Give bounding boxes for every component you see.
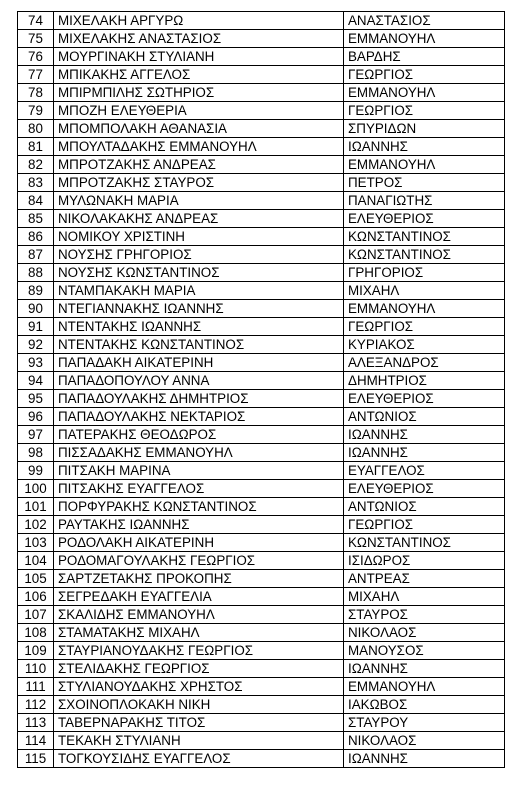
full-name-cell: ΠΑΤΕΡΑΚΗΣ ΘΕΟΔΩΡΟΣ <box>54 426 344 444</box>
table-row <box>18 246 505 264</box>
father-name-cell: ΓΕΩΡΓΙΟΣ <box>344 516 505 534</box>
table-row <box>18 30 505 48</box>
row-number-cell: 81 <box>18 138 54 156</box>
table-row <box>18 354 505 372</box>
table-row <box>18 84 505 102</box>
full-name-cell: ΣΤΥΛΙΑΝΟΥΔΑΚΗΣ ΧΡΗΣΤΟΣ <box>54 678 344 696</box>
full-name-cell: ΝΟΥΣΗΣ ΓΡΗΓΟΡΙΟΣ <box>54 246 344 264</box>
father-name-cell: ΓΕΩΡΓΙΟΣ <box>344 66 505 84</box>
table-body <box>18 12 505 768</box>
row-number-cell: 79 <box>18 102 54 120</box>
father-name-cell: ΜΙΧΑΗΛ <box>344 588 505 606</box>
full-name-cell: ΜΙΧΕΛΑΚΗ ΑΡΓΥΡΩ <box>54 12 344 30</box>
father-name-cell: ΓΡΗΓΟΡΙΟΣ <box>344 264 505 282</box>
table-row <box>18 12 505 30</box>
table-row <box>18 102 505 120</box>
father-name-cell: ΣΠΥΡΙΔΩΝ <box>344 120 505 138</box>
full-name-cell: ΣΤΑΥΡΙΑΝΟΥΔΑΚΗΣ ΓΕΩΡΓΙΟΣ <box>54 642 344 660</box>
row-number-cell: 115 <box>18 750 54 768</box>
father-name-cell: ΣΤΑΥΡΟΥ <box>344 714 505 732</box>
full-name-cell: ΜΠΟΖΗ ΕΛΕΥΘΕΡΙΑ <box>54 102 344 120</box>
table-row <box>18 714 505 732</box>
table-row <box>18 210 505 228</box>
full-name-cell: ΝΤΕΝΤΑΚΗΣ ΚΩΝΣΤΑΝΤΙΝΟΣ <box>54 336 344 354</box>
full-name-cell: ΤΕΚΑΚΗ ΣΤΥΛΙΑΝΗ <box>54 732 344 750</box>
full-name-cell: ΣΚΑΛΙΔΗΣ ΕΜΜΑΝΟΥΗΛ <box>54 606 344 624</box>
table-row <box>18 282 505 300</box>
table-row <box>18 138 505 156</box>
row-number-cell: 89 <box>18 282 54 300</box>
row-number-cell: 109 <box>18 642 54 660</box>
father-name-cell: ΕΜΜΑΝΟΥΗΛ <box>344 300 505 318</box>
full-name-cell: ΝΟΥΣΗΣ ΚΩΝΣΤΑΝΤΙΝΟΣ <box>54 264 344 282</box>
row-number-cell: 110 <box>18 660 54 678</box>
row-number-cell: 91 <box>18 318 54 336</box>
table-row <box>18 696 505 714</box>
table-row <box>18 462 505 480</box>
father-name-cell: ΕΜΜΑΝΟΥΗΛ <box>344 678 505 696</box>
full-name-cell: ΝΤΕΝΤΑΚΗΣ ΙΩΑΝΝΗΣ <box>54 318 344 336</box>
table-row <box>18 498 505 516</box>
row-number-cell: 75 <box>18 30 54 48</box>
row-number-cell: 99 <box>18 462 54 480</box>
row-number-cell: 85 <box>18 210 54 228</box>
father-name-cell: ΙΩΑΝΝΗΣ <box>344 426 505 444</box>
row-number-cell: 97 <box>18 426 54 444</box>
row-number-cell: 105 <box>18 570 54 588</box>
row-number-cell: 101 <box>18 498 54 516</box>
table-row <box>18 642 505 660</box>
row-number-cell: 93 <box>18 354 54 372</box>
full-name-cell: ΜΠΟΜΠΟΛΑΚΗ ΑΘΑΝΑΣΙΑ <box>54 120 344 138</box>
father-name-cell: ΠΕΤΡΟΣ <box>344 174 505 192</box>
father-name-cell: ΑΝΤΩΝΙΟΣ <box>344 498 505 516</box>
row-number-cell: 107 <box>18 606 54 624</box>
table-row <box>18 66 505 84</box>
table-row <box>18 300 505 318</box>
full-name-cell: ΝΙΚΟΛΑΚΑΚΗΣ ΑΝΔΡΕΑΣ <box>54 210 344 228</box>
full-name-cell: ΡΟΔΟΛΑΚΗ ΑΙΚΑΤΕΡΙΝΗ <box>54 534 344 552</box>
table-row <box>18 426 505 444</box>
father-name-cell: ΑΝΤΩΝΙΟΣ <box>344 408 505 426</box>
row-number-cell: 74 <box>18 12 54 30</box>
father-name-cell: ΝΙΚΟΛΑΟΣ <box>344 624 505 642</box>
row-number-cell: 86 <box>18 228 54 246</box>
father-name-cell: ΕΜΜΑΝΟΥΗΛ <box>344 156 505 174</box>
table-row <box>18 534 505 552</box>
table-row <box>18 678 505 696</box>
row-number-cell: 113 <box>18 714 54 732</box>
full-name-cell: ΣΤΕΛΙΔΑΚΗΣ ΓΕΩΡΓΙΟΣ <box>54 660 344 678</box>
full-name-cell: ΤΟΓΚΟΥΣΙΔΗΣ ΕΥΑΓΓΕΛΟΣ <box>54 750 344 768</box>
father-name-cell: ΕΜΜΑΝΟΥΗΛ <box>344 30 505 48</box>
father-name-cell: ΔΗΜΗΤΡΙΟΣ <box>344 372 505 390</box>
row-number-cell: 103 <box>18 534 54 552</box>
father-name-cell: ΙΣΙΔΩΡΟΣ <box>344 552 505 570</box>
table-row <box>18 588 505 606</box>
table-row <box>18 48 505 66</box>
father-name-cell: ΕΛΕΥΘΕΡΙΟΣ <box>344 390 505 408</box>
table-row <box>18 516 505 534</box>
full-name-cell: ΜΠΡΟΤΖΑΚΗΣ ΑΝΔΡΕΑΣ <box>54 156 344 174</box>
row-number-cell: 88 <box>18 264 54 282</box>
row-number-cell: 90 <box>18 300 54 318</box>
table-row <box>18 606 505 624</box>
full-name-cell: ΜΠΡΟΤΖΑΚΗΣ ΣΤΑΥΡΟΣ <box>54 174 344 192</box>
row-number-cell: 84 <box>18 192 54 210</box>
table-row <box>18 318 505 336</box>
table-row <box>18 264 505 282</box>
full-name-cell: ΠΙΤΣΑΚΗΣ ΕΥΑΓΓΕΛΟΣ <box>54 480 344 498</box>
table-row <box>18 390 505 408</box>
father-name-cell: ΙΩΑΝΝΗΣ <box>344 444 505 462</box>
table-row <box>18 660 505 678</box>
row-number-cell: 94 <box>18 372 54 390</box>
row-number-cell: 87 <box>18 246 54 264</box>
father-name-cell: ΠΑΝΑΓΙΩΤΗΣ <box>344 192 505 210</box>
father-name-cell: ΙΩΑΝΝΗΣ <box>344 750 505 768</box>
row-number-cell: 82 <box>18 156 54 174</box>
father-name-cell: ΜΙΧΑΗΛ <box>344 282 505 300</box>
row-number-cell: 106 <box>18 588 54 606</box>
father-name-cell: ΙΩΑΝΝΗΣ <box>344 660 505 678</box>
table-row <box>18 570 505 588</box>
table-row <box>18 336 505 354</box>
row-number-cell: 98 <box>18 444 54 462</box>
table-row <box>18 372 505 390</box>
full-name-cell: ΡΑΥΤΑΚΗΣ ΙΩΑΝΝΗΣ <box>54 516 344 534</box>
table-row <box>18 192 505 210</box>
full-name-cell: ΤΑΒΕΡΝΑΡΑΚΗΣ ΤΙΤΟΣ <box>54 714 344 732</box>
full-name-cell: ΜΥΛΩΝΑΚΗ ΜΑΡΙΑ <box>54 192 344 210</box>
row-number-cell: 104 <box>18 552 54 570</box>
full-name-cell: ΠΑΠΑΔΟΠΟΥΛΟΥ ΑΝΝΑ <box>54 372 344 390</box>
table-row <box>18 552 505 570</box>
row-number-cell: 95 <box>18 390 54 408</box>
row-number-cell: 78 <box>18 84 54 102</box>
full-name-cell: ΡΟΔΟΜΑΓΟΥΛΑΚΗΣ ΓΕΩΡΓΙΟΣ <box>54 552 344 570</box>
full-name-cell: ΝΟΜΙΚΟΥ ΧΡΙΣΤΙΝΗ <box>54 228 344 246</box>
table-row <box>18 480 505 498</box>
full-name-cell: ΠΙΣΣΑΔΑΚΗΣ ΕΜΜΑΝΟΥΗΛ <box>54 444 344 462</box>
row-number-cell: 96 <box>18 408 54 426</box>
table-row <box>18 228 505 246</box>
full-name-cell: ΜΠΟΥΛΤΑΔΑΚΗΣ ΕΜΜΑΝΟΥΗΛ <box>54 138 344 156</box>
father-name-cell: ΕΛΕΥΘΕΡΙΟΣ <box>344 210 505 228</box>
father-name-cell: ΚΩΝΣΤΑΝΤΙΝΟΣ <box>344 228 505 246</box>
father-name-cell: ΚΩΝΣΤΑΝΤΙΝΟΣ <box>344 246 505 264</box>
row-number-cell: 100 <box>18 480 54 498</box>
father-name-cell: ΕΥΑΓΓΕΛΟΣ <box>344 462 505 480</box>
father-name-cell: ΕΛΕΥΘΕΡΙΟΣ <box>344 480 505 498</box>
father-name-cell: ΑΛΕΞΑΝΔΡΟΣ <box>344 354 505 372</box>
full-name-cell: ΠΑΠΑΔΟΥΛΑΚΗΣ ΝΕΚΤΑΡΙΟΣ <box>54 408 344 426</box>
row-number-cell: 77 <box>18 66 54 84</box>
row-number-cell: 111 <box>18 678 54 696</box>
full-name-cell: ΣΕΓΡΕΔΑΚΗ ΕΥΑΓΓΕΛΙΑ <box>54 588 344 606</box>
table-row <box>18 750 505 768</box>
father-name-cell: ΣΤΑΥΡΟΣ <box>344 606 505 624</box>
father-name-cell: ΚΥΡΙΑΚΟΣ <box>344 336 505 354</box>
full-name-cell: ΜΙΧΕΛΑΚΗΣ ΑΝΑΣΤΑΣΙΟΣ <box>54 30 344 48</box>
father-name-cell: ΑΝΑΣΤΑΣΙΟΣ <box>344 12 505 30</box>
row-number-cell: 76 <box>18 48 54 66</box>
row-number-cell: 92 <box>18 336 54 354</box>
full-name-cell: ΝΤΑΜΠΑΚΑΚΗ ΜΑΡΙΑ <box>54 282 344 300</box>
full-name-cell: ΠΟΡΦΥΡΑΚΗΣ ΚΩΝΣΤΑΝΤΙΝΟΣ <box>54 498 344 516</box>
table-row <box>18 408 505 426</box>
father-name-cell: ΒΑΡΔΗΣ <box>344 48 505 66</box>
row-number-cell: 80 <box>18 120 54 138</box>
row-number-cell: 108 <box>18 624 54 642</box>
table-row <box>18 120 505 138</box>
full-name-cell: ΜΟΥΡΓΙΝΑΚΗ ΣΤΥΛΙΑΝΗ <box>54 48 344 66</box>
table-row <box>18 732 505 750</box>
full-name-cell: ΜΠΙΚΑΚΗΣ ΑΓΓΕΛΟΣ <box>54 66 344 84</box>
row-number-cell: 102 <box>18 516 54 534</box>
full-name-cell: ΜΠΙΡΜΠΙΛΗΣ ΣΩΤΗΡΙΟΣ <box>54 84 344 102</box>
full-name-cell: ΠΑΠΑΔΑΚΗ ΑΙΚΑΤΕΡΙΝΗ <box>54 354 344 372</box>
row-number-cell: 114 <box>18 732 54 750</box>
father-name-cell: ΓΕΩΡΓΙΟΣ <box>344 318 505 336</box>
row-number-cell: 112 <box>18 696 54 714</box>
row-number-cell: 83 <box>18 174 54 192</box>
father-name-cell: ΑΝΤΡΕΑΣ <box>344 570 505 588</box>
father-name-cell: ΝΙΚΟΛΑΟΣ <box>344 732 505 750</box>
full-name-cell: ΠΙΤΣΑΚΗ ΜΑΡΙΝΑ <box>54 462 344 480</box>
table-row <box>18 624 505 642</box>
father-name-cell: ΙΑΚΩΒΟΣ <box>344 696 505 714</box>
full-name-cell: ΠΑΠΑΔΟΥΛΑΚΗΣ ΔΗΜΗΤΡΙΟΣ <box>54 390 344 408</box>
full-name-cell: ΣΤΑΜΑΤΑΚΗΣ ΜΙΧΑΗΛ <box>54 624 344 642</box>
father-name-cell: ΕΜΜΑΝΟΥΗΛ <box>344 84 505 102</box>
full-name-cell: ΣΑΡΤΖΕΤΑΚΗΣ ΠΡΟΚΟΠΗΣ <box>54 570 344 588</box>
names-table <box>17 11 505 768</box>
full-name-cell: ΣΧΟΙΝΟΠΛΟΚΑΚΗ ΝΙΚΗ <box>54 696 344 714</box>
father-name-cell: ΚΩΝΣΤΑΝΤΙΝΟΣ <box>344 534 505 552</box>
table-row <box>18 174 505 192</box>
father-name-cell: ΙΩΑΝΝΗΣ <box>344 138 505 156</box>
table-row <box>18 444 505 462</box>
father-name-cell: ΓΕΩΡΓΙΟΣ <box>344 102 505 120</box>
full-name-cell: ΝΤΕΓΙΑΝΝΑΚΗΣ ΙΩΑΝΝΗΣ <box>54 300 344 318</box>
table-row <box>18 156 505 174</box>
father-name-cell: ΜΑΝΟΥΣΟΣ <box>344 642 505 660</box>
